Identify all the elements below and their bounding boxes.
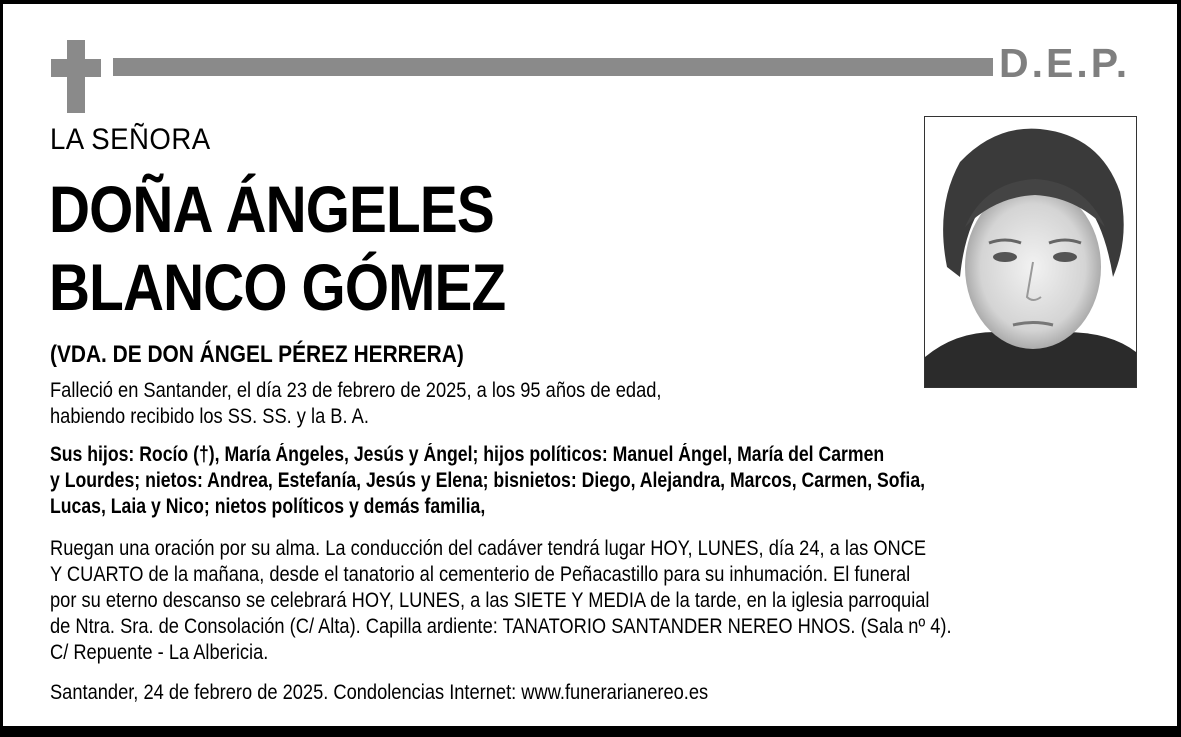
death-notice-line: habiendo recibido los SS. SS. y la B. A.	[50, 405, 369, 428]
family-line: y Lourdes; nietos: Andrea, Estefanía, Jesús y Elena; bisnietos: Diego, Alejandra, Marcos, Carmen, Sofia,	[50, 469, 926, 492]
widow-of: (VDA. DE DON ÁNGEL PÉREZ HERRERA)	[50, 341, 464, 368]
deceased-prefix: LA SEÑORA	[50, 123, 211, 156]
death-notice	[50, 378, 661, 430]
header-divider-bar	[113, 58, 993, 76]
family-line: Lucas, Laia y Nico; nietos políticos y demás familia,	[50, 495, 486, 518]
portrait-image	[925, 117, 1136, 387]
ceremony-line: C/ Repuente - La Albericia.	[50, 641, 269, 664]
ceremony-line: Y CUARTO de la mañana, desde el tanatorio al cementerio de Peñacastillo para su inhumación. El funeral	[50, 563, 911, 586]
family-list	[50, 442, 925, 520]
death-notice-line: Falleció en Santander, el día 23 de febrero de 2025, a los 95 años de edad,	[50, 379, 662, 402]
deceased-portrait	[924, 116, 1137, 388]
footer-condolences: Santander, 24 de febrero de 2025. Condolencias Internet: www.funerarianereo.es	[50, 681, 709, 704]
dep-title: D.E.P.	[999, 40, 1131, 86]
cross-icon	[51, 40, 101, 113]
deceased-name-line-2: BLANCO GÓMEZ	[49, 250, 506, 324]
deceased-name-line-1: DOÑA ÁNGELES	[49, 172, 494, 246]
ceremony-line: Ruegan una oración por su alma. La conducción del cadáver tendrá lugar HOY, LUNES, día 24, a las ONCE	[50, 537, 927, 560]
ceremony-details	[50, 536, 952, 666]
deceased-name	[49, 170, 505, 326]
ceremony-line: por su eterno descanso se celebrará HOY, LUNES, a las SIETE Y MEDIA de la tarde, en la iglesia parroquial	[50, 589, 930, 612]
ceremony-line: de Ntra. Sra. de Consolación (C/ Alta). Capilla ardiente: TANATORIO SANTANDER NEREO HNOS. (Sala nº 4).	[50, 615, 952, 638]
family-line: Sus hijos: Rocío (†), María Ángeles, Jesús y Ángel; hijos políticos: Manuel Ángel, María del Carmen	[50, 443, 885, 466]
